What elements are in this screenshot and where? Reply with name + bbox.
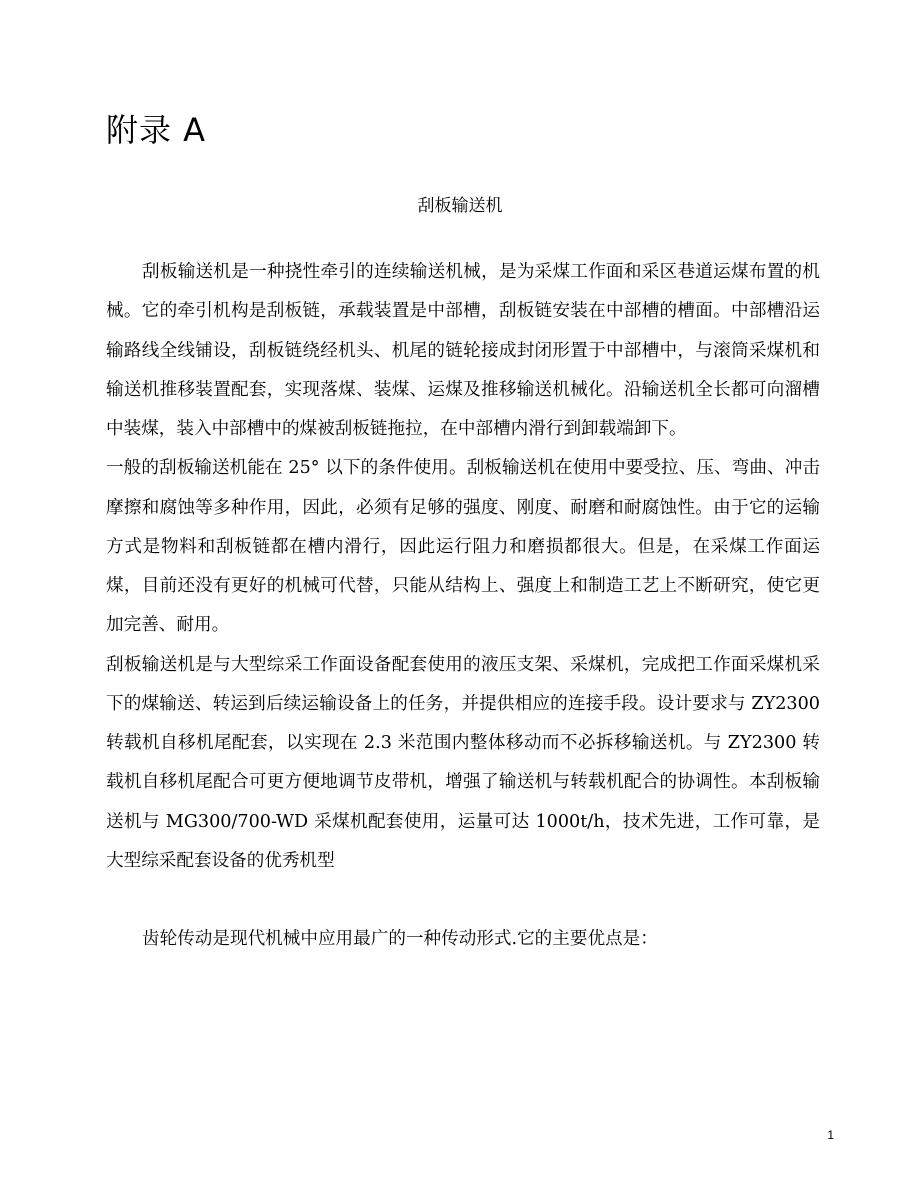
paragraph-gear: 齿轮传动是现代机械中应用最广的一种传动形式.它的主要优点是：: [142, 929, 658, 950]
paragraph-design: 刮板输送机是与大型综采工作面设备配套使用的液压支架、采煤机，完成把工作面采煤机采下的煤输送、转运到后续运输设备上的任务，并提供相应的连接手段。设计要求与 ZY2300 转载机自移机尾配套，以实现在 2.3 米范围内整体移动而不必拆移输送机。与 ZY2300 转载机自移机尾配合可更方便地调节皮带机，增强了输送机与转载机配合的协调性。本刮板输送机与 MG300/700-WD 采煤机配套使用，运量可达 1000t/h，技术先进，工作可靠，是大型综采配套设备的优秀机型: [106, 654, 820, 871]
body-text: [106, 253, 820, 960]
section-title: 刮板输送机: [417, 196, 503, 216]
page-number: 1: [827, 1128, 834, 1142]
appendix-heading: 附录 A: [106, 111, 207, 149]
paragraph-intro: 刮板输送机是一种挠性牵引的连续输送机械，是为采煤工作面和采区巷道运煤布置的机械。它的牵引机构是刮板链，承载装置是中部槽，刮板链安装在中部槽的槽面。中部槽沿运输路线全线铺设，刮板链绕经机头、机尾的链轮接成封闭形置于中部槽中，与滚筒采煤机和输送机推移装置配套，实现落煤、装煤、运煤及推移输送机械化。沿输送机全长都可向溜槽中装煤，装入中部槽中的煤被刮板链拖拉，在中部槽内滑行到卸载端卸下。: [106, 262, 820, 439]
paragraph-usage: 一般的刮板输送机能在 25° 以下的条件使用。刮板输送机在使用中要受拉、压、弯曲、冲击摩擦和腐蚀等多种作用，因此，必须有足够的强度、刚度、耐磨和耐腐蚀性。由于它的运输方式是物料和刮板链都在槽内滑行，因此运行阻力和磨损都很大。但是，在采煤工作面运煤，目前还没有更好的机械可代替，只能从结构上、强度上和制造工艺上不断研究，使它更加完善、耐用。: [106, 458, 820, 636]
